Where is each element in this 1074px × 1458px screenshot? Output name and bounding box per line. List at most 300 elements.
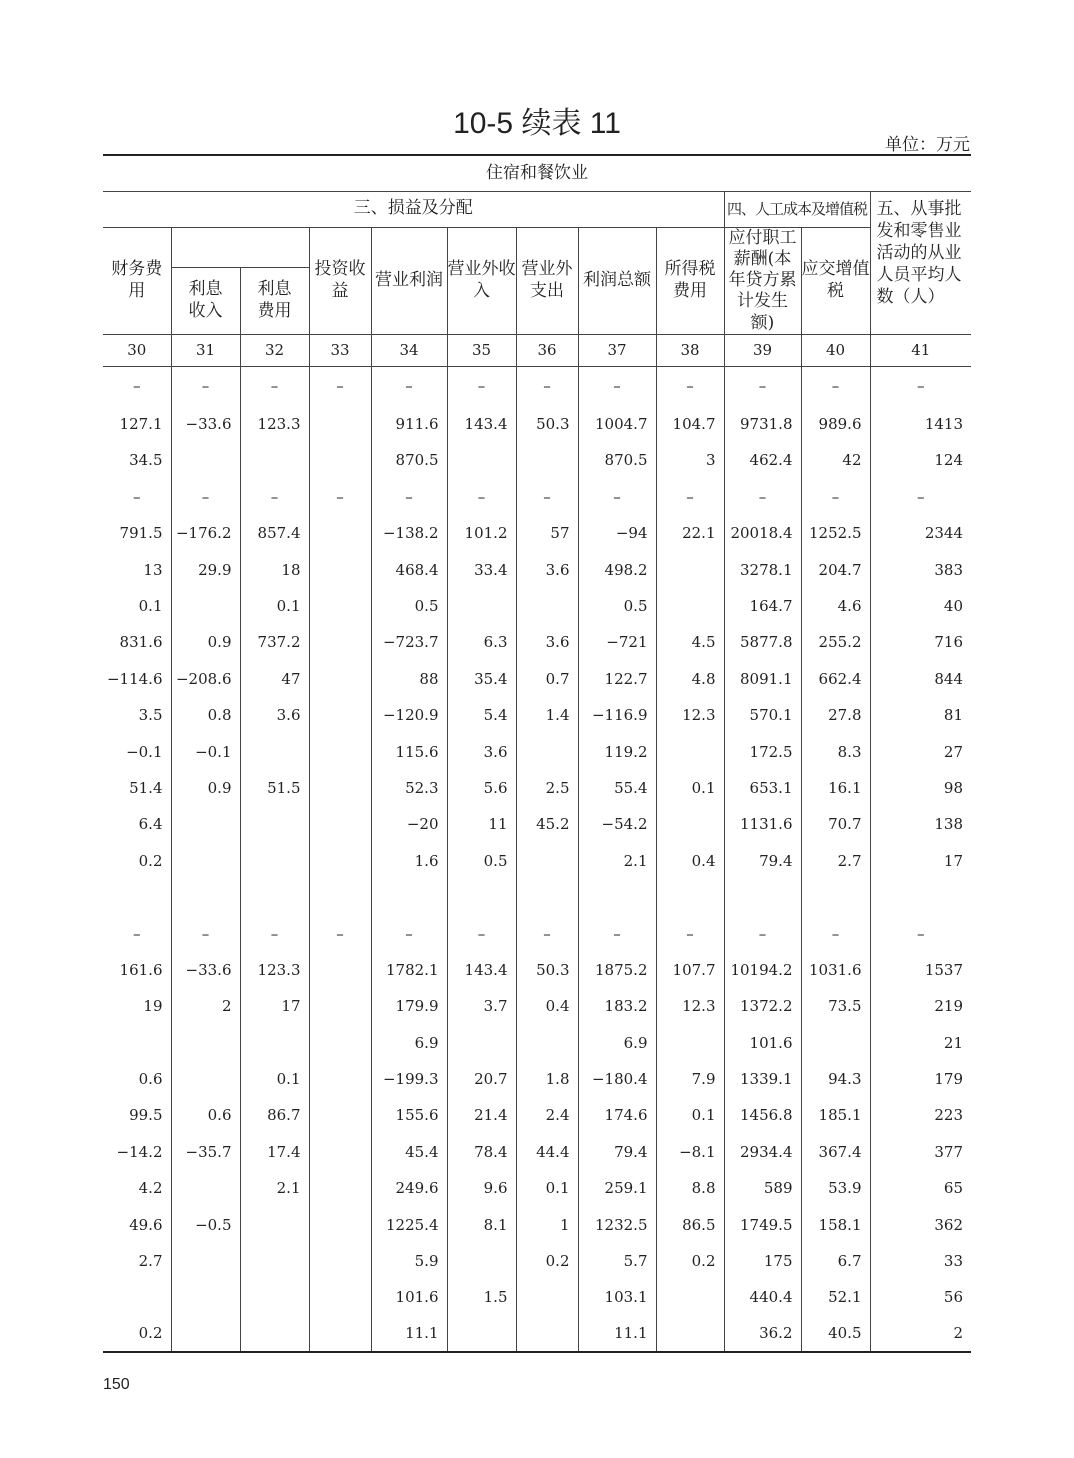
table-row	[103, 807, 971, 843]
table-cell: 0.2	[103, 1316, 171, 1352]
table-cell: –	[917, 487, 925, 506]
table-cell: 36.2	[724, 1316, 801, 1352]
table-cell: 219	[934, 997, 963, 1016]
table-cell: 6.9	[371, 1025, 447, 1061]
table-cell: 17	[240, 989, 309, 1025]
table-cell: 1372.2	[724, 989, 801, 1025]
table-cell	[656, 879, 724, 915]
table-cell: 1131.6	[724, 807, 801, 843]
table-row	[103, 625, 971, 661]
table-cell: –	[447, 916, 516, 952]
table-cell: 81	[943, 706, 963, 725]
table-cell	[309, 443, 371, 479]
table-cell: −20	[371, 807, 447, 843]
table-row	[103, 879, 971, 915]
table-cell	[309, 734, 371, 770]
table-cell: 5.7	[578, 1243, 656, 1279]
industry-header: 住宿和餐饮业	[103, 155, 971, 191]
table-cell: 101.2	[447, 515, 516, 551]
table-cell	[171, 1280, 240, 1316]
table-cell: –	[309, 479, 371, 515]
table-cell: 78.4	[447, 1134, 516, 1170]
table-cell	[516, 1025, 578, 1061]
table-cell: 1875.2	[578, 952, 656, 988]
table-cell: 119.2	[578, 734, 656, 770]
table-row	[103, 588, 971, 624]
table-cell	[447, 443, 516, 479]
table-cell: 2	[870, 1316, 971, 1352]
table-cell: –	[240, 479, 309, 515]
table-cell: 185.1	[801, 1098, 870, 1134]
table-cell: 88	[371, 661, 447, 697]
table-cell: –	[801, 366, 870, 406]
table-cell	[447, 1243, 516, 1279]
table-cell: –	[371, 479, 447, 515]
table-cell: 6.9	[578, 1025, 656, 1061]
unit-label: 单位：万元	[885, 135, 970, 155]
table-cell	[240, 1280, 309, 1316]
table-cell	[309, 1170, 371, 1206]
table-cell: 11.1	[578, 1316, 656, 1352]
table-cell: –	[447, 366, 516, 406]
table-cell	[309, 843, 371, 879]
table-row	[103, 1098, 971, 1134]
table-cell	[371, 879, 447, 915]
col-40-header: 应交增值税	[801, 227, 870, 334]
table-cell	[516, 443, 578, 479]
table-cell: 377	[934, 1142, 963, 1161]
table-cell: 51.4	[103, 770, 171, 806]
table-row	[103, 552, 971, 588]
table-cell: 468.4	[371, 552, 447, 588]
table-cell	[171, 843, 240, 879]
table-cell	[103, 879, 171, 915]
table-cell: 0.2	[103, 843, 171, 879]
table-row	[103, 479, 971, 515]
table-cell: 1.5	[447, 1280, 516, 1316]
table-cell: 161.6	[103, 952, 171, 988]
table-cell: 1232.5	[578, 1207, 656, 1243]
table-cell: 52.3	[371, 770, 447, 806]
table-cell	[240, 807, 309, 843]
table-cell: 857.4	[240, 515, 309, 551]
table-cell: −116.9	[578, 697, 656, 733]
table-cell	[656, 807, 724, 843]
table-cell: 362	[934, 1215, 963, 1234]
table-cell: 4.5	[656, 625, 724, 661]
col-31-header: 利息收入	[171, 267, 240, 334]
table-cell: 5877.8	[724, 625, 801, 661]
table-cell	[447, 1316, 516, 1352]
table-cell	[309, 1025, 371, 1061]
table-cell: –	[724, 479, 801, 515]
table-cell: 79.4	[578, 1134, 656, 1170]
table-cell: 2.5	[516, 770, 578, 806]
table-cell: –	[578, 916, 656, 952]
column-number: 39	[724, 334, 801, 366]
table-row	[103, 406, 971, 442]
table-cell: 122.7	[578, 661, 656, 697]
table-cell: 383	[934, 560, 963, 579]
col-35-header: 营业外收入	[447, 227, 516, 334]
table-cell	[447, 879, 516, 915]
table-cell: 123.3	[240, 952, 309, 988]
table-cell: 223	[934, 1106, 963, 1125]
table-cell: 20018.4	[724, 515, 801, 551]
table-cell: 19	[103, 989, 171, 1025]
table-cell: –	[516, 916, 578, 952]
table-cell	[171, 443, 240, 479]
table-cell: –	[171, 479, 240, 515]
table-cell: 12.3	[656, 989, 724, 1025]
column-number: 36	[516, 334, 578, 366]
table-cell: 2344	[924, 524, 963, 543]
table-cell	[309, 770, 371, 806]
table-cell: 0.5	[578, 588, 656, 624]
table-cell: –	[371, 916, 447, 952]
section4-header: 四、人工成本及增值税	[724, 191, 870, 227]
table-cell: 155.6	[371, 1098, 447, 1134]
table-row	[103, 1061, 971, 1097]
col-32-header: 利息费用	[240, 267, 309, 334]
table-cell: 98	[943, 778, 963, 797]
table-cell	[171, 1061, 240, 1097]
table-cell: 9.6	[447, 1170, 516, 1206]
table-cell	[447, 1025, 516, 1061]
table-cell: 86.5	[656, 1207, 724, 1243]
table-cell: 94.3	[801, 1061, 870, 1097]
table-cell: 123.3	[240, 406, 309, 442]
table-cell: –	[171, 366, 240, 406]
table-cell: 1.8	[516, 1061, 578, 1097]
table-row	[103, 843, 971, 879]
table-row	[103, 1316, 971, 1352]
table-cell: 56	[943, 1288, 963, 1307]
table-cell	[171, 879, 240, 915]
table-cell: 47	[240, 661, 309, 697]
table-cell: 5.4	[447, 697, 516, 733]
table-cell: 8.3	[801, 734, 870, 770]
table-cell: 44.4	[516, 1134, 578, 1170]
table-cell	[171, 1025, 240, 1061]
table-cell: –	[578, 366, 656, 406]
table-cell: 2.1	[578, 843, 656, 879]
table-cell: 1413	[924, 415, 963, 434]
table-cell: 2.1	[240, 1170, 309, 1206]
table-cell: 42	[801, 443, 870, 479]
table-cell	[240, 1025, 309, 1061]
table-cell: –	[656, 366, 724, 406]
table-cell	[171, 588, 240, 624]
table-cell: 3	[656, 443, 724, 479]
table-cell: 911.6	[371, 406, 447, 442]
table-cell: 462.4	[724, 443, 801, 479]
table-cell: 143.4	[447, 952, 516, 988]
table-cell: 65	[943, 1179, 963, 1198]
table-cell: 831.6	[103, 625, 171, 661]
table-cell	[309, 952, 371, 988]
table-cell: 5.6	[447, 770, 516, 806]
table-cell	[309, 879, 371, 915]
table-row	[103, 734, 971, 770]
table-cell: –	[103, 479, 171, 515]
table-cell: 57	[516, 515, 578, 551]
table-cell: 20.7	[447, 1061, 516, 1097]
table-cell: 3.6	[447, 734, 516, 770]
table-cell: 0.1	[103, 588, 171, 624]
col-39-header: 应付职工薪酬(本年贷方累计发生额)	[724, 227, 801, 334]
table-cell: 101.6	[724, 1025, 801, 1061]
column-number: 34	[371, 334, 447, 366]
table-cell: −8.1	[656, 1134, 724, 1170]
table-cell	[656, 552, 724, 588]
table-cell: 498.2	[578, 552, 656, 588]
table-cell	[309, 1207, 371, 1243]
table-cell	[656, 1280, 724, 1316]
table-cell: 79.4	[724, 843, 801, 879]
table-cell	[656, 734, 724, 770]
table-cell: 0.5	[447, 843, 516, 879]
table-cell: −721	[578, 625, 656, 661]
table-cell	[309, 406, 371, 442]
table-row	[103, 952, 971, 988]
table-cell: –	[516, 366, 578, 406]
table-cell: –	[656, 479, 724, 515]
table-cell: −35.7	[171, 1134, 240, 1170]
col-30-header: 财务费用	[103, 227, 171, 334]
table-cell: 1782.1	[371, 952, 447, 988]
table-cell: −94	[578, 515, 656, 551]
table-cell: 662.4	[801, 661, 870, 697]
table-cell: 174.6	[578, 1098, 656, 1134]
column-number: 41	[870, 334, 971, 366]
table-cell: 33	[943, 1252, 963, 1271]
table-cell: 5.9	[371, 1243, 447, 1279]
table-cell: 653.1	[724, 770, 801, 806]
table-cell: 0.7	[516, 661, 578, 697]
table-cell: 12.3	[656, 697, 724, 733]
table-cell: 844	[934, 669, 963, 688]
table-row	[103, 770, 971, 806]
table-cell: 716	[934, 633, 963, 652]
table-cell	[309, 661, 371, 697]
table-cell: −138.2	[371, 515, 447, 551]
table-cell: 33.4	[447, 552, 516, 588]
table-cell: 45.4	[371, 1134, 447, 1170]
column-number: 33	[309, 334, 371, 366]
table-cell	[309, 625, 371, 661]
table-cell: 27.8	[801, 697, 870, 733]
table-row	[103, 366, 971, 406]
table-row	[103, 989, 971, 1025]
table-cell: –	[801, 479, 870, 515]
table-cell: 13	[103, 552, 171, 588]
table-row	[103, 661, 971, 697]
table-cell: 73.5	[801, 989, 870, 1025]
table-cell: 1252.5	[801, 515, 870, 551]
table-cell	[870, 879, 971, 915]
table-cell	[240, 879, 309, 915]
section5-header: 五、从事批发和零售业活动的从业人员平均人数（人）	[870, 191, 971, 334]
table-cell	[516, 1280, 578, 1316]
table-cell	[447, 588, 516, 624]
table-cell: 0.1	[240, 588, 309, 624]
table-cell: 3.7	[447, 989, 516, 1025]
table-cell	[516, 734, 578, 770]
table-cell: 40.5	[801, 1316, 870, 1352]
table-cell: 259.1	[578, 1170, 656, 1206]
table-cell	[240, 734, 309, 770]
table-cell: 103.1	[578, 1280, 656, 1316]
table-cell: –	[240, 916, 309, 952]
table-cell: 16.1	[801, 770, 870, 806]
table-cell: 99.5	[103, 1098, 171, 1134]
table-cell: 124	[934, 451, 963, 470]
table-cell: 4.6	[801, 588, 870, 624]
table-row	[103, 1025, 971, 1061]
column-number: 30	[103, 334, 171, 366]
table-cell: −114.6	[103, 661, 171, 697]
table-cell: 183.2	[578, 989, 656, 1025]
col-33-header: 投资收益	[309, 227, 371, 334]
table-cell: 570.1	[724, 697, 801, 733]
table-cell: −208.6	[171, 661, 240, 697]
table-cell: 1	[516, 1207, 578, 1243]
table-cell	[309, 1061, 371, 1097]
table-cell	[656, 1025, 724, 1061]
table-cell: 0.9	[171, 770, 240, 806]
data-table	[103, 154, 971, 1353]
table-cell: 27	[943, 742, 963, 761]
table-cell: 0.8	[171, 697, 240, 733]
table-cell: –	[171, 916, 240, 952]
table-cell: 0.2	[656, 1243, 724, 1279]
table-cell: 0.2	[516, 1243, 578, 1279]
table-cell: –	[656, 916, 724, 952]
table-cell: 0.4	[656, 843, 724, 879]
table-cell: 104.7	[656, 406, 724, 442]
table-cell: 1339.1	[724, 1061, 801, 1097]
table-cell: 870.5	[371, 443, 447, 479]
table-cell	[171, 807, 240, 843]
table-cell: 4.2	[103, 1170, 171, 1206]
table-cell	[801, 1025, 870, 1061]
table-cell: –	[917, 924, 925, 943]
table-cell	[240, 843, 309, 879]
table-cell: 589	[724, 1170, 801, 1206]
column-number: 37	[578, 334, 656, 366]
table-cell: 0.5	[371, 588, 447, 624]
table-cell	[309, 1316, 371, 1352]
table-cell	[516, 1316, 578, 1352]
table-cell	[171, 1170, 240, 1206]
section3-header: 三、损益及分配	[103, 191, 724, 227]
table-cell: 3.6	[516, 552, 578, 588]
table-cell: 115.6	[371, 734, 447, 770]
table-cell: –	[309, 366, 371, 406]
table-cell	[240, 1207, 309, 1243]
table-cell: 4.8	[656, 661, 724, 697]
table-cell: 0.4	[516, 989, 578, 1025]
table-cell: 2	[171, 989, 240, 1025]
table-row	[103, 1243, 971, 1279]
table-cell: 1225.4	[371, 1207, 447, 1243]
table-cell: 2.7	[801, 843, 870, 879]
table-cell: 0.1	[656, 770, 724, 806]
table-cell: 7.9	[656, 1061, 724, 1097]
table-cell: 6.7	[801, 1243, 870, 1279]
table-cell: 8.8	[656, 1170, 724, 1206]
table-cell: 1.6	[371, 843, 447, 879]
table-cell: 1004.7	[578, 406, 656, 442]
page-title: 10-5 续表 11	[453, 107, 621, 140]
table-cell	[724, 879, 801, 915]
table-cell: 179.9	[371, 989, 447, 1025]
table-cell: 164.7	[724, 588, 801, 624]
table-cell: 0.1	[656, 1098, 724, 1134]
table-cell: 255.2	[801, 625, 870, 661]
table-cell: 3278.1	[724, 552, 801, 588]
table-cell: –	[103, 366, 171, 406]
table-cell: 53.9	[801, 1170, 870, 1206]
table-cell: 172.5	[724, 734, 801, 770]
table-cell	[309, 588, 371, 624]
table-cell: 1031.6	[801, 952, 870, 988]
table-cell: –	[240, 366, 309, 406]
table-cell: 22.1	[656, 515, 724, 551]
table-cell: 70.7	[801, 807, 870, 843]
table-cell: 3.6	[240, 697, 309, 733]
table-cell: 2.4	[516, 1098, 578, 1134]
table-cell	[309, 807, 371, 843]
table-cell: 127.1	[103, 406, 171, 442]
table-cell: 870.5	[578, 443, 656, 479]
table-cell: 29.9	[171, 552, 240, 588]
table-cell: −0.5	[171, 1207, 240, 1243]
table-cell: 0.6	[171, 1098, 240, 1134]
col-34-header: 营业利润	[371, 227, 447, 334]
table-cell: 3.6	[516, 625, 578, 661]
table-cell: 3.5	[103, 697, 171, 733]
table-cell: 55.4	[578, 770, 656, 806]
table-cell: 2.7	[103, 1243, 171, 1279]
table-cell: 50.3	[516, 406, 578, 442]
table-cell	[240, 443, 309, 479]
table-cell: –	[103, 916, 171, 952]
table-cell: 86.7	[240, 1098, 309, 1134]
table-cell	[516, 879, 578, 915]
table-cell: 367.4	[801, 1134, 870, 1170]
table-cell: 49.6	[103, 1207, 171, 1243]
table-cell: 52.1	[801, 1280, 870, 1316]
col-38-header: 所得税费用	[656, 227, 724, 334]
table-cell	[309, 1243, 371, 1279]
table-cell: 138	[934, 815, 963, 834]
table-cell	[240, 1243, 309, 1279]
table-cell	[578, 879, 656, 915]
table-cell: 101.6	[371, 1280, 447, 1316]
table-cell: 1.4	[516, 697, 578, 733]
table-cell	[516, 588, 578, 624]
table-cell: 0.1	[516, 1170, 578, 1206]
table-cell: −54.2	[578, 807, 656, 843]
table-cell: 18	[240, 552, 309, 588]
table-cell: –	[447, 479, 516, 515]
column-number: 38	[656, 334, 724, 366]
table-cell: –	[724, 916, 801, 952]
table-cell: 0.6	[103, 1061, 171, 1097]
table-cell: 143.4	[447, 406, 516, 442]
